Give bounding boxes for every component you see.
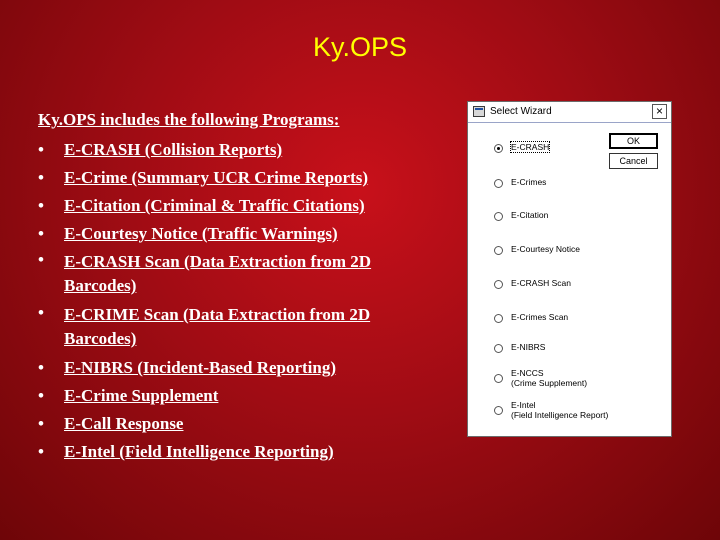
program-item: • E-CRIME Scan (Data Extraction from 2D Barcodes) [38,301,438,354]
radio-option-e-nibrs[interactable] [494,342,604,356]
radio-label: E-NCCS [511,368,544,378]
radio-button[interactable] [494,406,503,415]
close-icon[interactable]: × [652,104,667,119]
radio-option-e-crash-scan[interactable] [494,278,604,292]
radio-button[interactable] [494,314,503,323]
radio-option-e-courtesy-notice[interactable] [494,244,604,258]
radio-label: E-Crimes Scan [511,312,569,322]
program-item: • E-Citation (Criminal & Traffic Citations) [38,192,438,220]
radio-button[interactable] [494,144,503,153]
radio-sublabel: (Crime Supplement) [511,378,588,388]
program-item: • E-Call Response [38,410,438,438]
radio-label: E-Citation [511,210,549,220]
radio-label: E-Crimes [511,177,547,187]
radio-option-e-intel[interactable] [494,400,609,422]
program-item: • E-Courtesy Notice (Traffic Warnings) [38,220,438,248]
radio-option-e-crash[interactable] [494,142,604,156]
program-item: • E-Crime (Summary UCR Crime Reports) [38,164,438,192]
program-item: • E-Intel (Field Intelligence Reporting) [38,438,438,466]
radio-button[interactable] [494,344,503,353]
program-item: • E-Crime Supplement [38,382,438,410]
radio-option-e-crimes-scan[interactable] [494,312,604,326]
radio-button[interactable] [494,246,503,255]
program-item: • E-CRASH (Collision Reports) [38,136,438,164]
slide-title: Ky.OPS [312,32,408,62]
programs-list [38,136,438,466]
programs-heading: Ky.OPS includes the following Programs: [38,110,340,129]
radio-label: E-CRASH [511,142,550,152]
radio-sublabel: (Field Intelligence Report) [511,410,609,420]
radio-label: E-Intel [511,400,536,410]
select-wizard-window [467,101,672,437]
window-title: Select Wizard [490,106,552,117]
ok-button[interactable]: OK [609,133,658,149]
radio-label: E-CRASH Scan [511,278,571,288]
radio-button[interactable] [494,212,503,221]
radio-button[interactable] [494,374,503,383]
window-titlebar[interactable] [468,102,671,123]
radio-option-e-citation[interactable] [494,210,604,224]
window-app-icon [473,106,485,117]
program-item: • E-CRASH Scan (Data Extraction from 2D Barcodes) [38,248,438,301]
radio-option-e-crimes[interactable] [494,177,604,191]
program-item: • E-NIBRS (Incident-Based Reporting) [38,354,438,382]
radio-label: E-NIBRS [511,342,546,352]
cancel-button[interactable]: Cancel [609,153,658,169]
radio-label: E-Courtesy Notice [511,244,580,254]
radio-button[interactable] [494,179,503,188]
radio-button[interactable] [494,280,503,289]
radio-option-e-nccs[interactable] [494,368,604,390]
